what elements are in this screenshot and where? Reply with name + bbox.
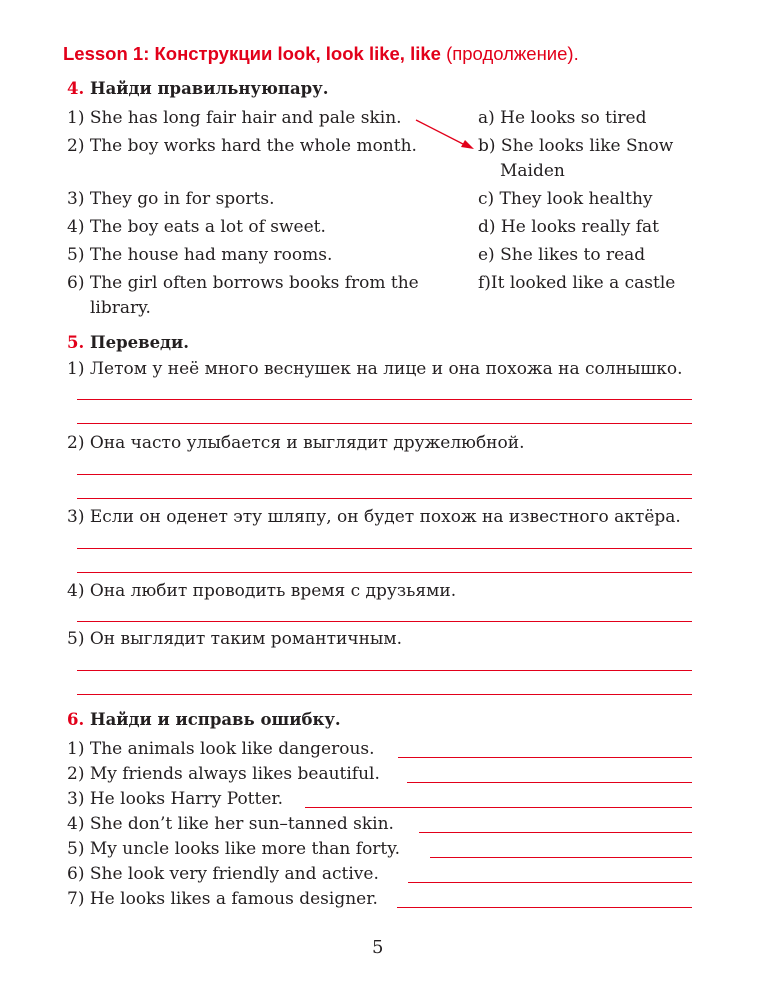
error-item-7: 7) He looks likes a famous designer. <box>67 889 378 909</box>
answer-line-5a[interactable] <box>77 670 692 671</box>
error-item-5: 5) My uncle looks like more than forty. <box>67 839 401 859</box>
match-right-a: a) He looks so tired <box>478 108 647 128</box>
match-left-6: 6) The girl often borrows books from the <box>67 273 419 293</box>
match-left-6-cont: library. <box>90 298 151 318</box>
answer-line-1b[interactable] <box>77 423 692 424</box>
exercise-5-number: 5. <box>67 333 85 352</box>
answer-line-2a[interactable] <box>77 474 692 475</box>
exercise-4-number: 4. <box>67 79 85 98</box>
error-item-3: 3) He looks Harry Potter. <box>67 789 284 809</box>
translate-item-2: 2) Она часто улыбается и выглядит дружелюбной. <box>67 433 525 453</box>
exercise-5-title: Переведи. <box>89 333 190 352</box>
match-right-c: c) They look healthy <box>478 189 653 209</box>
translate-item-4: 4) Она любит проводить время с друзьями. <box>67 581 457 601</box>
match-left-1: 1) She has long fair hair and pale skin. <box>67 108 402 128</box>
correction-line-3[interactable] <box>305 807 692 808</box>
error-item-1: 1) The animals look like dangerous. <box>67 739 375 759</box>
translate-item-1: 1) Летом у неё много веснушек на лице и она похожа на солнышко. <box>67 359 683 379</box>
match-left-3: 3) They go in for sports. <box>67 189 275 209</box>
match-left-5: 5) The house had many rooms. <box>67 245 333 265</box>
answer-line-2b[interactable] <box>77 498 692 499</box>
correction-line-1[interactable] <box>398 757 692 758</box>
error-item-2: 2) My friends always likes beautiful. <box>67 764 380 784</box>
answer-line-3a[interactable] <box>77 548 692 549</box>
error-item-6: 6) She look very friendly and active. <box>67 864 379 884</box>
answer-line-3b[interactable] <box>77 572 692 573</box>
match-left-4: 4) The boy eats a lot of sweet. <box>67 217 326 237</box>
match-left-2: 2) The boy works hard the whole month. <box>67 136 417 156</box>
correction-line-2[interactable] <box>407 782 692 783</box>
answer-line-1a[interactable] <box>77 399 692 400</box>
match-right-f: f)It looked like a castle <box>478 273 676 293</box>
error-item-4: 4) She don’t like her sun–tanned skin. <box>67 814 394 834</box>
match-right-b: b) She looks like Snow <box>478 136 674 156</box>
lesson-title-main: Lesson 1: Конструкции look, look like, like <box>63 43 441 64</box>
match-right-d: d) He looks really fat <box>478 217 660 237</box>
page-number: 5 <box>372 937 384 958</box>
exercise-4-title: Найди правильнуюпару. <box>89 79 329 98</box>
exercise-6-heading <box>67 710 341 729</box>
match-right-b-cont: Maiden <box>500 161 565 181</box>
correction-line-5[interactable] <box>430 857 692 858</box>
lesson-title-rest: (продолжение). <box>440 43 579 64</box>
answer-line-4a[interactable] <box>77 621 692 622</box>
correction-line-6[interactable] <box>408 882 692 883</box>
answer-line-5b[interactable] <box>77 694 692 695</box>
correction-line-4[interactable] <box>419 832 692 833</box>
correction-line-7[interactable] <box>397 907 692 908</box>
translate-item-3: 3) Если он оденет эту шляпу, он будет похож на известного актёра. <box>67 507 681 527</box>
exercise-6-number: 6. <box>67 710 85 729</box>
exercise-5-heading <box>67 333 189 352</box>
translate-item-5: 5) Он выглядит таким романтичным. <box>67 629 403 649</box>
match-right-e: e) She likes to read <box>478 245 646 265</box>
exercise-6-title: Найди и исправь ошибку. <box>89 710 341 729</box>
